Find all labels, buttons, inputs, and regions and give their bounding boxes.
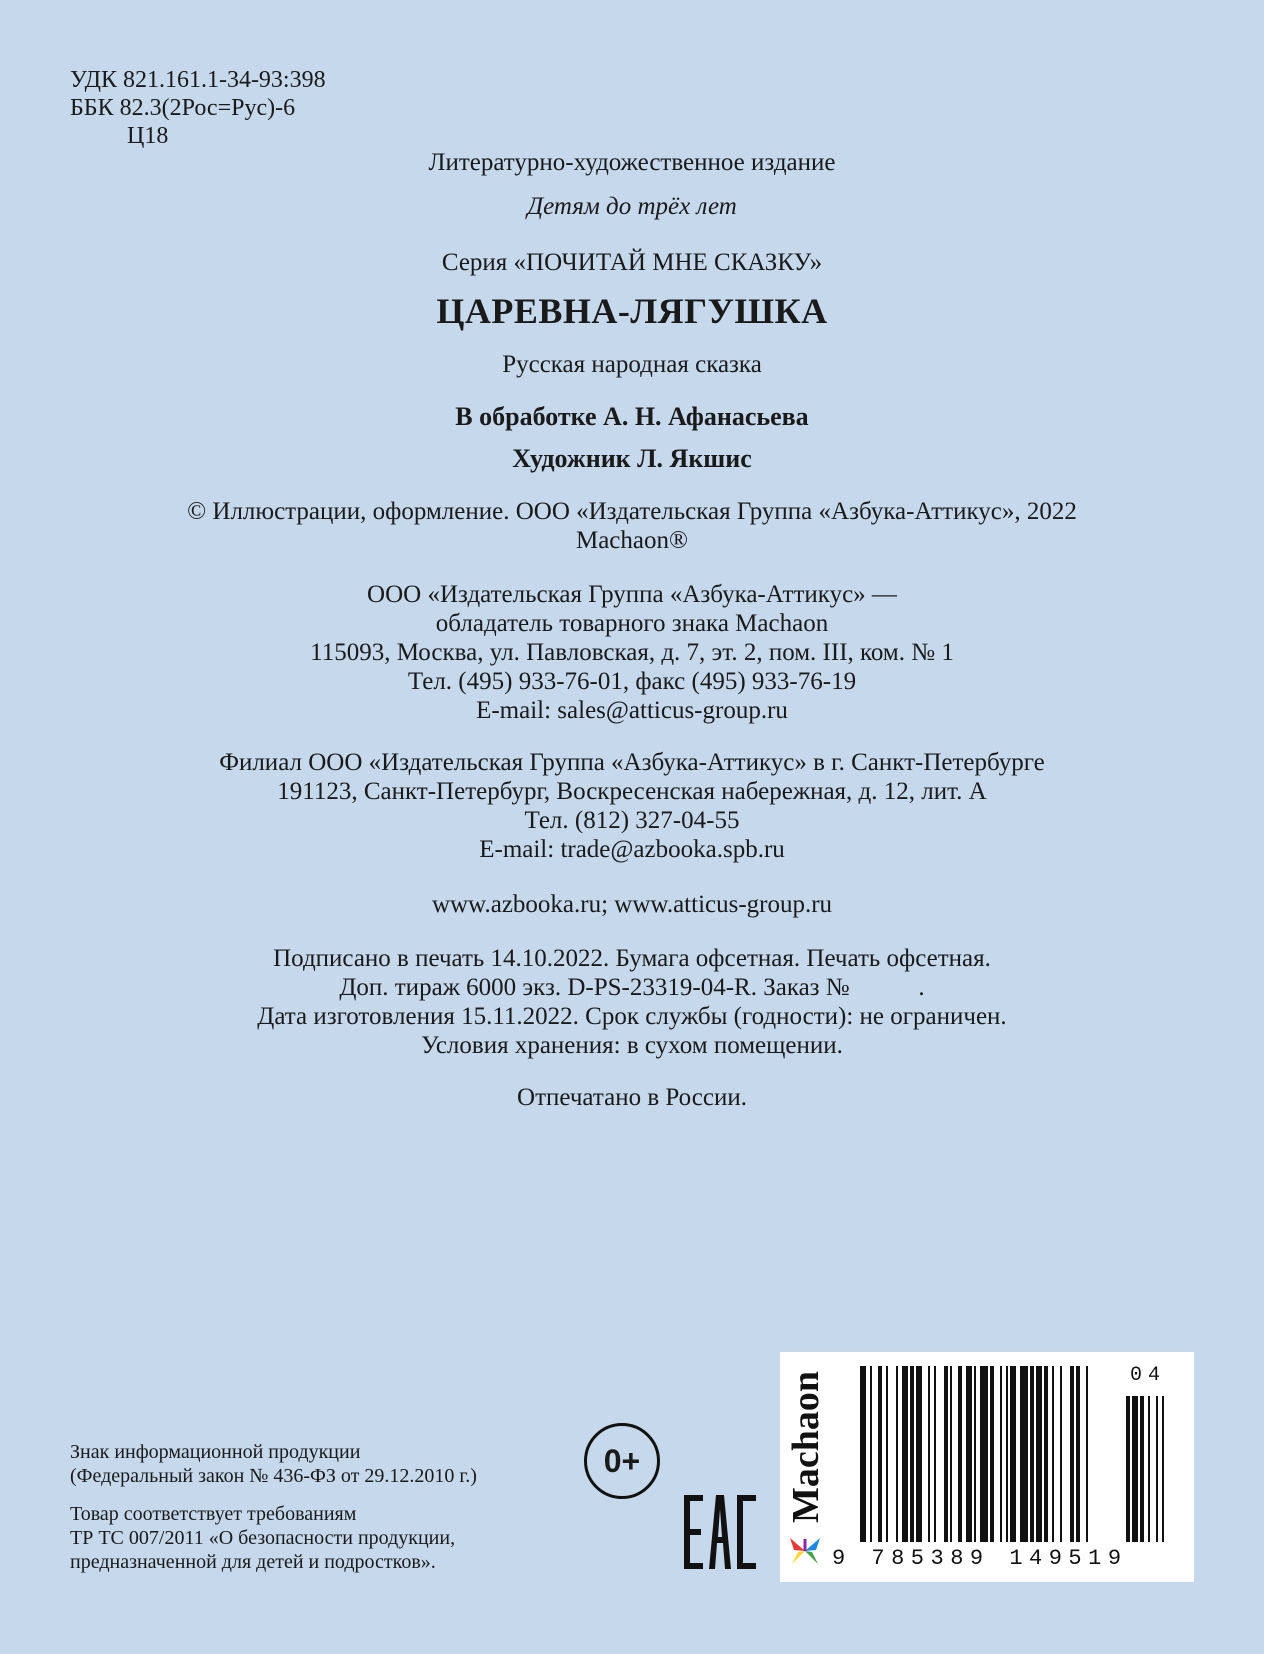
barcode-bar bbox=[878, 1366, 882, 1542]
barcode-addon-bar bbox=[1126, 1396, 1130, 1542]
compliance-text bbox=[70, 1502, 455, 1574]
author-mark: Ц18 bbox=[127, 123, 169, 149]
barcode-bar bbox=[1030, 1366, 1034, 1542]
printed-in: Отпечатано в России. bbox=[517, 1084, 747, 1111]
trademark-line: Machaon® bbox=[575, 527, 688, 554]
age-note: Детям до трёх лет bbox=[527, 193, 737, 220]
copyright-line: © Иллюстрации, оформление. ООО «Издательская Группа «Азбука-Аттикус», 2022 bbox=[187, 498, 1077, 525]
barcode-bar bbox=[1020, 1366, 1028, 1542]
machaon-logo-text: Machaon bbox=[785, 1371, 827, 1523]
branch-block bbox=[0, 748, 1264, 864]
barcode-bar bbox=[980, 1366, 988, 1542]
publisher-block bbox=[0, 580, 1264, 725]
age-rating-label: 0+ bbox=[603, 1442, 641, 1479]
barcode-bar bbox=[958, 1366, 962, 1542]
barcode-bar bbox=[910, 1366, 914, 1542]
barcode-bar bbox=[928, 1366, 930, 1542]
adaptation-credit: В обработке А. Н. Афанасьева bbox=[455, 402, 809, 431]
websites: www.azbooka.ru; www.atticus-group.ru bbox=[431, 891, 833, 918]
barcode-addon-bar bbox=[1148, 1396, 1150, 1542]
publisher-line: обладатель товарного знака Machaon bbox=[435, 610, 829, 637]
barcode-bar bbox=[950, 1366, 952, 1542]
age-rating-badge bbox=[584, 1423, 660, 1499]
series-name: Серия «ПОЧИТАЙ МНЕ СКАЗКУ» bbox=[441, 249, 823, 276]
isbn-barcode bbox=[860, 1366, 1176, 1542]
branch-line: Филиал ООО «Издательская Группа «Азбука-Аттикус» в г. Санкт-Петербурге bbox=[219, 749, 1045, 776]
barcode-bar bbox=[1036, 1366, 1042, 1542]
barcode-addon-bar bbox=[1156, 1396, 1158, 1542]
classification-codes bbox=[70, 66, 326, 150]
branch-email: E-mail: trade@azbooka.spb.ru bbox=[479, 836, 785, 863]
edition-type: Литературно-художественное издание bbox=[428, 149, 836, 176]
barcode-bar bbox=[870, 1366, 872, 1542]
barcode-bar bbox=[1044, 1366, 1048, 1542]
info-sign-line: Знак информационной продукции bbox=[70, 1441, 361, 1463]
publisher-line: ООО «Издательская Группа «Азбука-Аттикус» — bbox=[367, 581, 897, 608]
print-info-line: Условия хранения: в сухом помещении. bbox=[421, 1032, 843, 1059]
barcode-addon-bar bbox=[1162, 1396, 1164, 1542]
copyright-block bbox=[0, 497, 1264, 555]
bbk-code: ББК 82.3(2Рос=Рус)-6 bbox=[70, 95, 296, 121]
barcode-addon: 04 bbox=[1130, 1364, 1167, 1387]
udk-code: УДК 821.161.1-34-93:398 bbox=[70, 67, 326, 93]
publisher-address: 115093, Москва, ул. Павловская, д. 7, эт. 2, пом. III, ком. № 1 bbox=[310, 639, 954, 666]
barcode-bar bbox=[860, 1366, 866, 1542]
machaon-logo bbox=[784, 1362, 828, 1532]
barcode-bar bbox=[1010, 1366, 1016, 1542]
publisher-email: E-mail: sales@atticus-group.ru bbox=[476, 697, 788, 724]
print-info-block bbox=[0, 944, 1264, 1060]
barcode-bar bbox=[916, 1366, 922, 1542]
branch-phone: Тел. (812) 327-04-55 bbox=[524, 807, 740, 834]
print-info-line: Дата изготовления 15.11.2022. Срок службы (годности): не ограничен. bbox=[257, 1003, 1007, 1030]
barcode-bar bbox=[966, 1366, 972, 1542]
barcode-bar bbox=[886, 1366, 888, 1542]
barcode-bar bbox=[990, 1366, 994, 1542]
barcode-bar bbox=[1000, 1366, 1002, 1542]
info-sign-law: (Федеральный закон № 436-ФЗ от 29.12.2010 г.) bbox=[70, 1465, 477, 1487]
barcode-digits: 9 785389 149519 bbox=[832, 1546, 1128, 1571]
barcode-bar bbox=[896, 1366, 898, 1542]
compliance-line: предназначенной для детей и подростков». bbox=[70, 1551, 436, 1573]
eac-mark-icon bbox=[684, 1495, 756, 1574]
publisher-phone: Тел. (495) 933-76-01, факс (495) 933-76-19 bbox=[407, 668, 857, 695]
barcode-addon-bar bbox=[1140, 1396, 1144, 1542]
compliance-line: Товар соответствует требованиям bbox=[70, 1503, 357, 1525]
barcode-bar bbox=[974, 1366, 976, 1542]
book-title: ЦАРЕВНА-ЛЯГУШКА bbox=[436, 291, 828, 331]
illustrator-credit: Художник Л. Якшис bbox=[512, 444, 752, 473]
barcode-bar bbox=[1052, 1366, 1054, 1542]
barcode-bar bbox=[902, 1366, 908, 1542]
barcode-bar bbox=[1070, 1366, 1074, 1542]
barcode-label bbox=[780, 1352, 1194, 1582]
barcode-bar bbox=[1006, 1366, 1008, 1542]
butterfly-icon bbox=[788, 1536, 822, 1571]
barcode-bar bbox=[1060, 1366, 1062, 1542]
print-info-line: Подписано в печать 14.10.2022. Бумага офсетная. Печать офсетная. bbox=[273, 945, 991, 972]
print-info-line: Доп. тираж 6000 экз. D-PS-23319-04-R. Заказ № . bbox=[339, 974, 925, 1001]
info-sign-text bbox=[70, 1440, 477, 1488]
barcode-bar bbox=[934, 1366, 936, 1542]
compliance-line: ТР ТС 007/2011 «О безопасности продукции, bbox=[70, 1527, 456, 1549]
book-subtitle: Русская народная сказка bbox=[502, 351, 762, 378]
barcode-bar bbox=[1076, 1366, 1080, 1542]
barcode-addon-bar bbox=[1132, 1396, 1138, 1542]
barcode-bar bbox=[944, 1366, 948, 1542]
branch-address: 191123, Санкт-Петербург, Воскресенская набережная, д. 12, лит. А bbox=[277, 778, 987, 805]
barcode-bar bbox=[1086, 1366, 1088, 1542]
